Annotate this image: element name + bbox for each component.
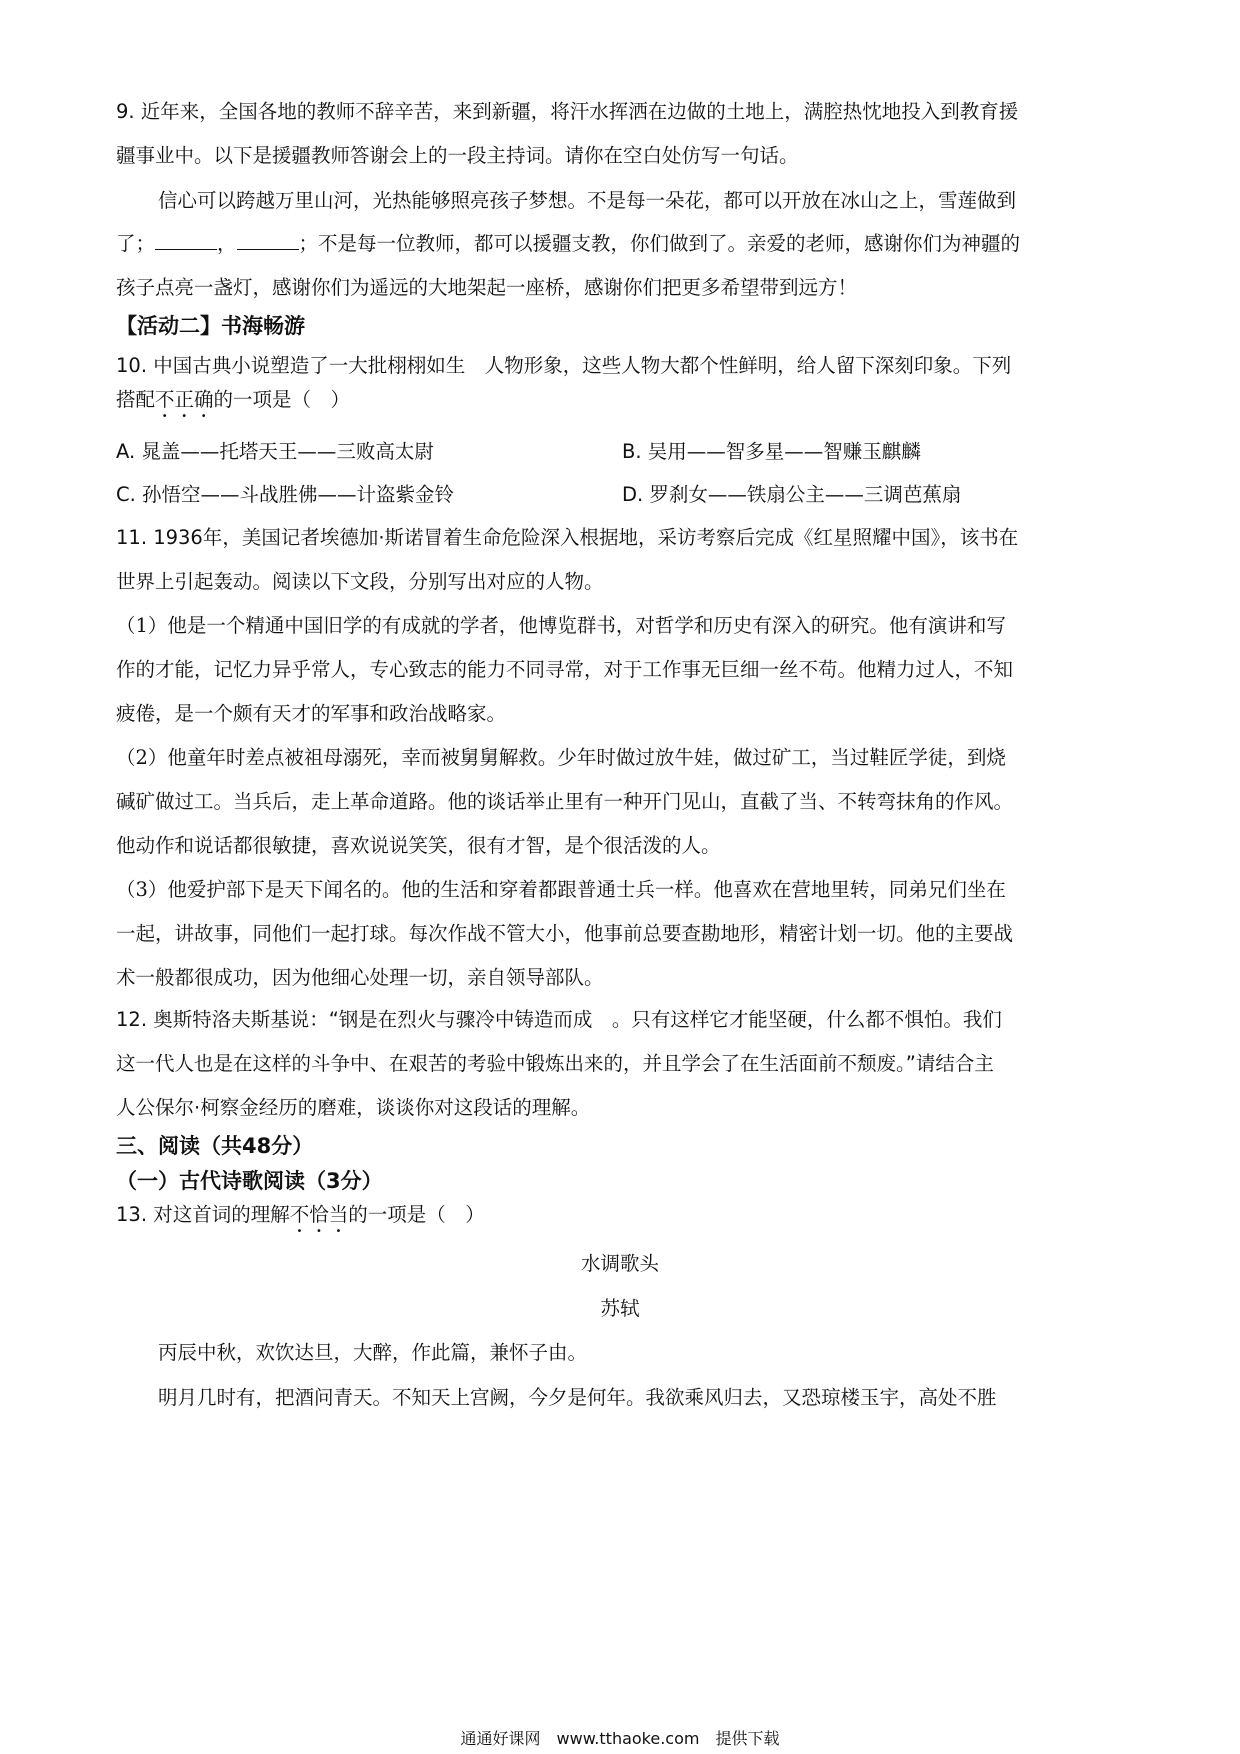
q11-p1-line-2: 作的才能，记忆力异乎常人，专心致志的能力不同寻常，对于工作事无巨细一丝不苟。他精力过人，不知 — [116, 658, 1014, 681]
section-three-part-one-heading: （一）古代诗歌阅读（3分） — [116, 1169, 383, 1193]
q9-line-1: 9. 近年来，全国各地的教师不辞辛苦，来到新疆，将汗水挥洒在边做的土地上，满腔热忱地投入到教育援 — [116, 100, 1019, 123]
q11-p1-line-1: （1）他是一个精通中国旧学的有成就的学者，他博览群书，对哲学和历史有深入的研究。他有演讲和写 — [116, 614, 1006, 637]
answer-blank-2[interactable] — [237, 233, 299, 250]
q11-p3-line-3: 术一般都很成功，因为他细心处理一切，亲自领导部队。 — [116, 966, 604, 989]
q10-option-c: C. 孙悟空——斗战胜佛——计盗紫金铃 — [116, 483, 455, 506]
q12-line-2: 这一代人也是在这样的斗争中、在艰苦的考验中锻炼出来的，并且学会了在生活面前不颓废。”请结合主 — [116, 1052, 994, 1075]
q11-p3-line-2: 一起，讲故事，同他们一起打球。每次作战不管大小，他事前总要查勘地形，精密计划一切。他的主要战 — [116, 922, 1014, 945]
q10-text-post: 的一项是（ ） — [213, 388, 351, 411]
q10-option-b: B. 吴用——智多星——智赚玉麒麟 — [622, 440, 921, 463]
q10-emphasis: 不正确 — [155, 388, 214, 411]
q11-p3-line-1: （3）他爱护部下是天下闻名的。他的生活和穿着都跟普通士兵一样。他喜欢在营地里转，同弟兄们坐在 — [116, 878, 1006, 901]
q13-text-post: 的一项是（ ） — [348, 1203, 485, 1226]
q10-line-2 — [116, 384, 350, 422]
q13-line — [116, 1199, 485, 1237]
section-three-heading: 三、阅读（共48分） — [116, 1134, 314, 1158]
q9-text-b: ， — [217, 232, 237, 255]
q9-passage-line-2 — [116, 228, 1020, 256]
poem-line-1: 明月几时有，把酒问青天。不知天上宫阙，今夕是何年。我欲乘风归去，又恐琼楼玉宇，高处不胜 — [158, 1386, 997, 1409]
activity-two-heading: 【活动二】书海畅游 — [116, 314, 305, 338]
q9-text-c: ；不是每一位教师，都可以援疆支教，你们做到了。亲爱的老师，感谢你们为神疆的 — [298, 232, 1021, 255]
q10-line-1: 10. 中国古典小说塑造了一大批栩栩如生 人物形象，这些人物大都个性鲜明，给人留下深刻印象。下列 — [116, 354, 1012, 377]
q10-text-pre: 搭配 — [116, 388, 156, 411]
q11-line-2: 世界上引起轰动。阅读以下文段，分别写出对应的人物。 — [116, 570, 604, 593]
q9-passage-line-1: 信心可以跨越万里山河，光热能够照亮孩子梦想。不是每一朵花，都可以开放在冰山之上，雪莲做到 — [158, 189, 1017, 212]
q12-line-3: 人公保尔·柯察金经历的磨难，谈谈你对这段话的理解。 — [116, 1096, 591, 1119]
answer-blank-1[interactable] — [155, 233, 217, 250]
poem-author: 苏轼 — [600, 1297, 640, 1320]
q11-p2-line-1: （2）他童年时差点被祖母溺死，幸而被舅舅解救。少年时做过放牛娃，做过矿工，当过鞋匠学徒，到烧 — [116, 746, 1006, 769]
q11-p1-line-3: 疲倦，是一个颇有天才的军事和政治战略家。 — [116, 702, 507, 725]
q9-passage-line-3: 孩子点亮一盏灯，感谢你们为遥远的大地架起一座桥，感谢你们把更多希望带到远方！ — [116, 276, 858, 299]
q10-option-a: A. 晁盖——托塔天王——三败高太尉 — [116, 440, 434, 463]
poem-preface: 丙辰中秋，欢饮达旦，大醉，作此篇，兼怀子由。 — [158, 1341, 588, 1364]
q11-line-1: 11. 1936年，美国记者埃德加·斯诺冒着生命危险深入根据地，采访考察后完成《红星照耀中国》，该书在 — [116, 526, 1019, 549]
footer-source: 通通好课网 www.tthaoke.com 提供下载 — [460, 1729, 780, 1748]
poem-title: 水调歌头 — [580, 1252, 659, 1275]
q11-p2-line-2: 碱矿做过工。当兵后，走上革命道路。他的谈话举止里有一种开门见山，直截了当、不转弯抹角的作风。 — [116, 790, 1014, 813]
q9-line-2: 疆事业中。以下是援疆教师答谢会上的一段主持词。请你在空白处仿写一句话。 — [116, 144, 799, 167]
q13-emphasis: 不恰当 — [289, 1203, 349, 1226]
q12-line-1: 12. 奥斯特洛夫斯基说：“钢是在烈火与骤冷中铸造而成 。只有这样它才能坚硬，什么都不惧怕。我们 — [116, 1008, 1002, 1031]
q10-option-d: D. 罗刹女——铁扇公主——三调芭蕉扇 — [622, 483, 962, 506]
q9-text-a: 了； — [116, 232, 156, 255]
q13-text-pre: 13. 对这首词的理解 — [116, 1203, 290, 1226]
q11-p2-line-3: 他动作和说话都很敏捷，喜欢说说笑笑，很有才智，是个很活泼的人。 — [116, 834, 721, 857]
